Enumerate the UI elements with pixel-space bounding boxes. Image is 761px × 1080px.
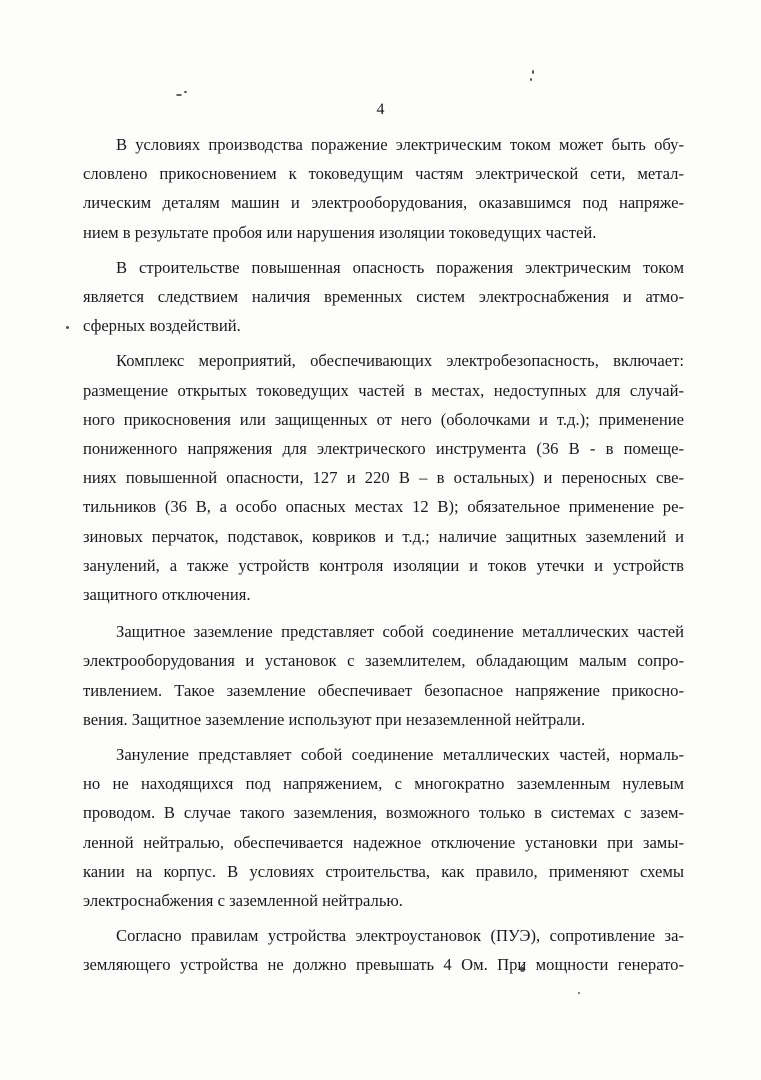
text-line: Защитное заземление представляет собой соединение металлических частей xyxy=(116,622,684,642)
text-line: но не находящихся под напряжением, с многократно заземленным нулевым xyxy=(83,774,684,794)
text-line: тильников (36 В, а особо опасных местах 12 В); обязательное применение ре- xyxy=(83,497,684,517)
text-line: зиновых перчаток, подставок, ковриков и т.д.; наличие защитных заземлений и xyxy=(83,526,684,546)
paragraph xyxy=(83,346,684,609)
paragraph xyxy=(83,253,684,341)
text-line: Зануление представляет собой соединение металлических частей, нормаль- xyxy=(116,745,684,765)
paragraph xyxy=(83,130,684,247)
scan-speck xyxy=(176,94,182,96)
text-line: тивлением. Такое заземление обеспечивает безопасное напряжение прикосно- xyxy=(83,680,684,700)
text-line: В условиях производства поражение электрическим током может быть обу- xyxy=(116,135,684,154)
text-line: ного прикосновения или защищенных от него (оболочками и т.д.); применение xyxy=(83,409,684,429)
text-line: нием в результате пробоя или нарушения изоляции токоведущих частей. xyxy=(83,222,597,242)
page-number: 4 xyxy=(376,101,385,118)
scan-speck xyxy=(184,91,187,93)
paragraph xyxy=(83,617,684,734)
text-body xyxy=(83,130,684,980)
paragraph xyxy=(83,740,684,915)
scan-speck xyxy=(530,78,532,81)
paragraph xyxy=(83,921,684,979)
text-line: В строительстве повышенная опасность поражения электрическим током xyxy=(116,257,684,277)
text-line: Согласно правилам устройства электроустановок (ПУЭ), сопротивление за- xyxy=(116,926,684,946)
text-line: является следствием наличия временных систем электроснабжения и атмо- xyxy=(83,287,684,307)
text-line: лическим деталям машин и электрооборудования, оказавшимся под напряже- xyxy=(83,193,684,213)
text-line: проводом. В случае такого заземления, возможного только в системах с зазем- xyxy=(83,803,684,823)
scan-speck xyxy=(66,326,69,329)
text-line: кании на корпус. В условиях строительства, как правило, применяют схемы xyxy=(83,861,684,881)
text-line: размещение открытых токоведущих частей в местах, недоступных для случай- xyxy=(83,380,684,400)
text-line: ниях повышенной опасности, 127 и 220 В – в остальных) и переносных све- xyxy=(83,468,684,488)
text-line: защитного отключения. xyxy=(83,585,251,605)
scan-speck xyxy=(532,70,534,74)
text-line: словлено прикосновением к токоведущим частям электрической сети, метал- xyxy=(83,164,684,184)
text-line: занулений, а также устройств контроля изоляции и токов утечки и устройств xyxy=(83,555,684,575)
text-line: земляющего устройства не должно превышать 4 Ом. При мощности генерато- xyxy=(83,955,684,975)
text-line: вения. Защитное заземление используют при незаземленной нейтрали. xyxy=(83,709,586,729)
text-line: сферных воздействий. xyxy=(83,316,241,336)
text-line: электрооборудования и установок с заземлителем, обладающим малым сопро- xyxy=(83,651,684,671)
text-line: пониженного напряжения для электрического инструмента (36 В - в помеще- xyxy=(83,439,684,459)
text-line: Комплекс мероприятий, обеспечивающих электробезопасность, включает: xyxy=(116,351,684,371)
scan-speck xyxy=(578,992,580,994)
text-line: электроснабжения с заземленной нейтралью. xyxy=(83,891,403,911)
text-line: ленной нейтралью, обеспечивается надежное отключение установки при замы- xyxy=(83,832,684,852)
